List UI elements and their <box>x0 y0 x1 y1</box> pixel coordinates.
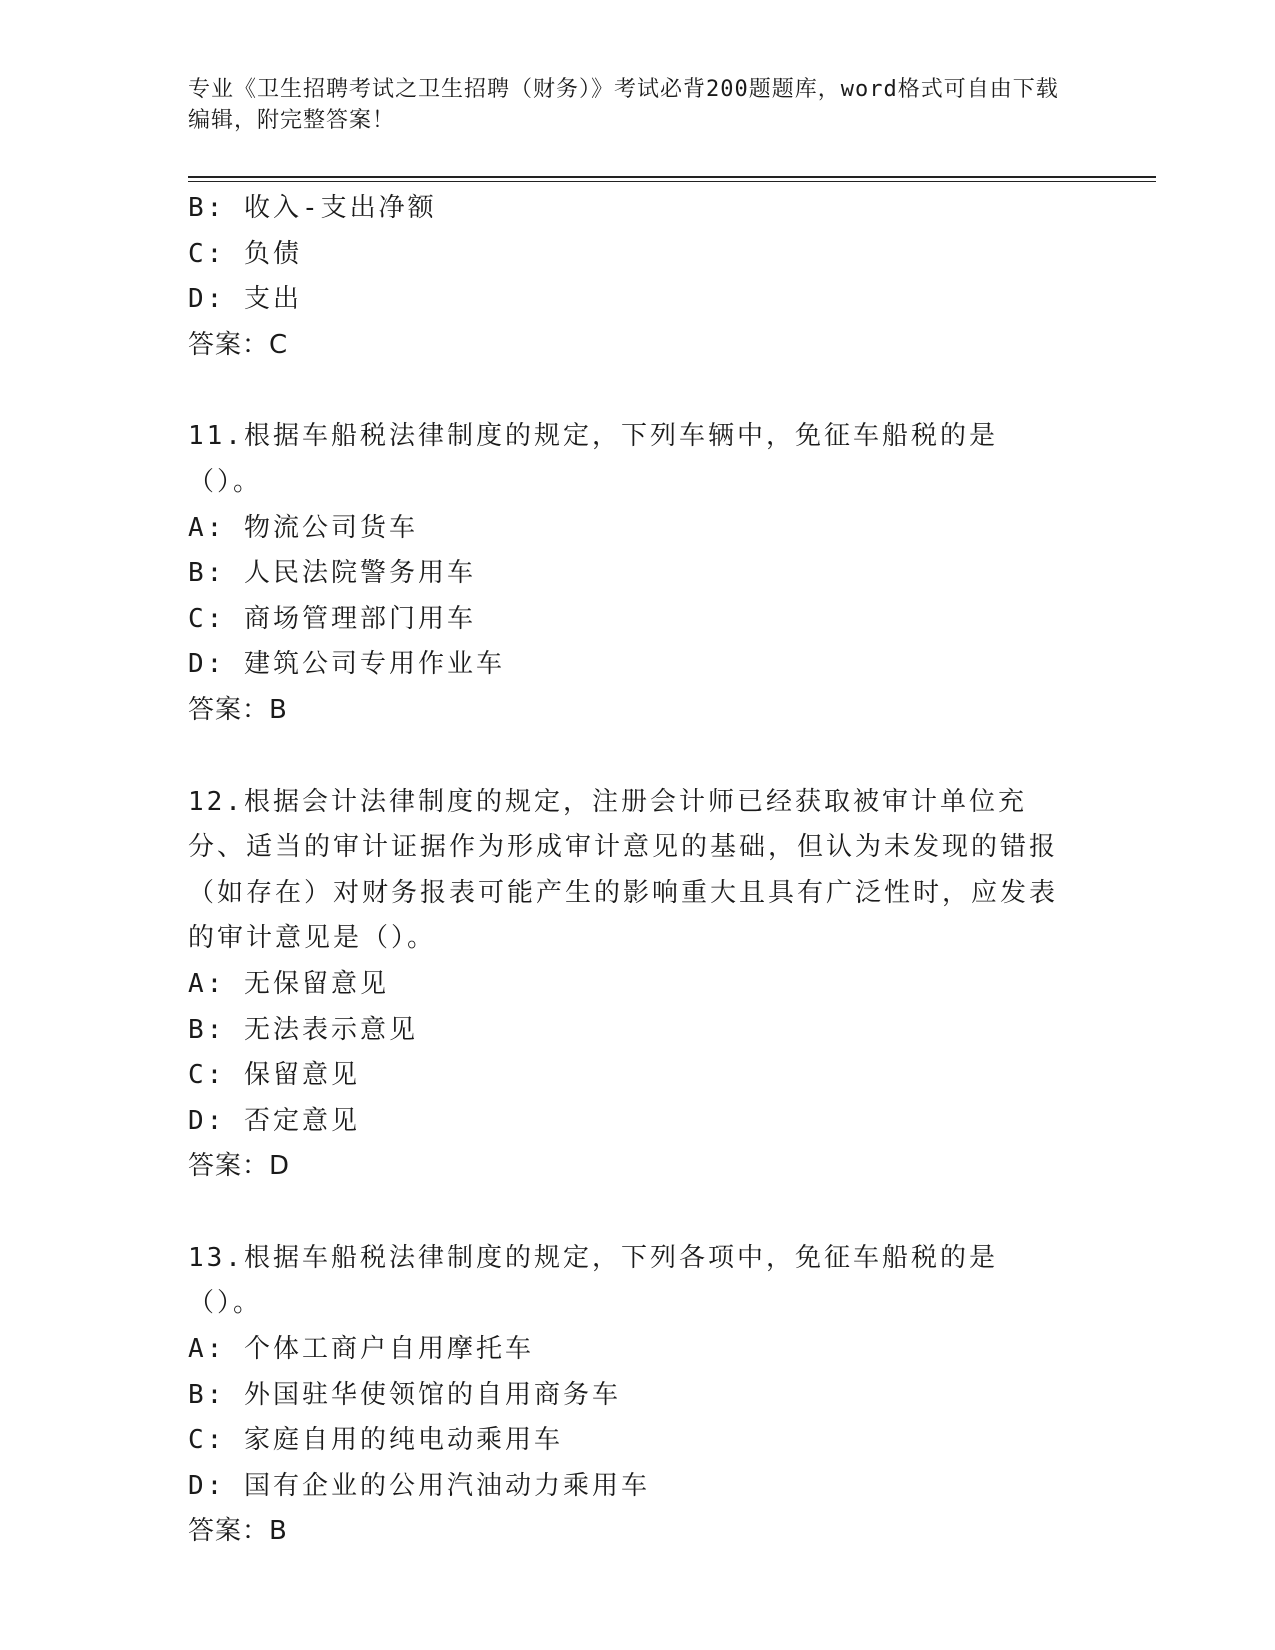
option-c: C: 保留意见 <box>188 1060 360 1091</box>
header-divider-thin <box>188 181 1156 182</box>
option-a: A: 无保留意见 <box>188 968 389 999</box>
answer-line: 答案：D <box>188 1151 291 1182</box>
question-12 <box>188 780 1068 1190</box>
option-d: D: 否定意见 <box>188 1105 360 1136</box>
option-b: B: 收入-支出净额 <box>188 193 437 223</box>
question-content <box>188 186 1068 1555</box>
option-c: C: 家庭自用的纯电动乘用车 <box>188 1425 563 1456</box>
question-13 <box>188 1236 1068 1555</box>
option-b: B: 人民法院警务用车 <box>188 558 476 589</box>
question-11 <box>188 414 1068 733</box>
question-stem: 13.根据车船税法律制度的规定，下列各项中，免征车船税的是（）。 <box>188 1242 998 1319</box>
option-d: D: 国有企业的公用汽油动力乘用车 <box>188 1470 650 1501</box>
option-a: A: 物流公司货车 <box>188 512 418 543</box>
option-b: B: 无法表示意见 <box>188 1014 418 1045</box>
option-d: D: 支出 <box>188 284 302 315</box>
answer-line: 答案：B <box>188 694 288 725</box>
option-c: C: 商场管理部门用车 <box>188 603 476 634</box>
question-stem: 12.根据会计法律制度的规定，注册会计师已经获取被审计单位充分、适当的审计证据作为形成审计意见的基础，但认为未发现的错报（如存在）对财务报表可能产生的影响重大且具有广泛性时，应发表的审计意见是（）。 <box>188 786 1059 954</box>
spacer <box>188 734 1068 780</box>
option-b: B: 外国驻华使领馆的自用商务车 <box>188 1379 621 1410</box>
answer-line: 答案：B <box>188 1516 288 1547</box>
option-c: C: 负债 <box>188 238 302 269</box>
answer-line: 答案：C <box>188 329 289 360</box>
question-stem: 11.根据车船税法律制度的规定，下列车辆中，免征车船税的是（）。 <box>188 421 998 497</box>
spacer <box>188 368 1068 414</box>
spacer <box>188 1190 1068 1236</box>
option-a: A: 个体工商户自用摩托车 <box>188 1334 534 1365</box>
option-d: D: 建筑公司专用作业车 <box>188 649 505 680</box>
header-divider-thick <box>188 176 1156 178</box>
document-header: 专业《卫生招聘考试之卫生招聘（财务）》考试必背200题题库，word格式可自由下载编辑，附完整答案！ <box>188 77 1059 133</box>
partial-question <box>188 186 1068 368</box>
